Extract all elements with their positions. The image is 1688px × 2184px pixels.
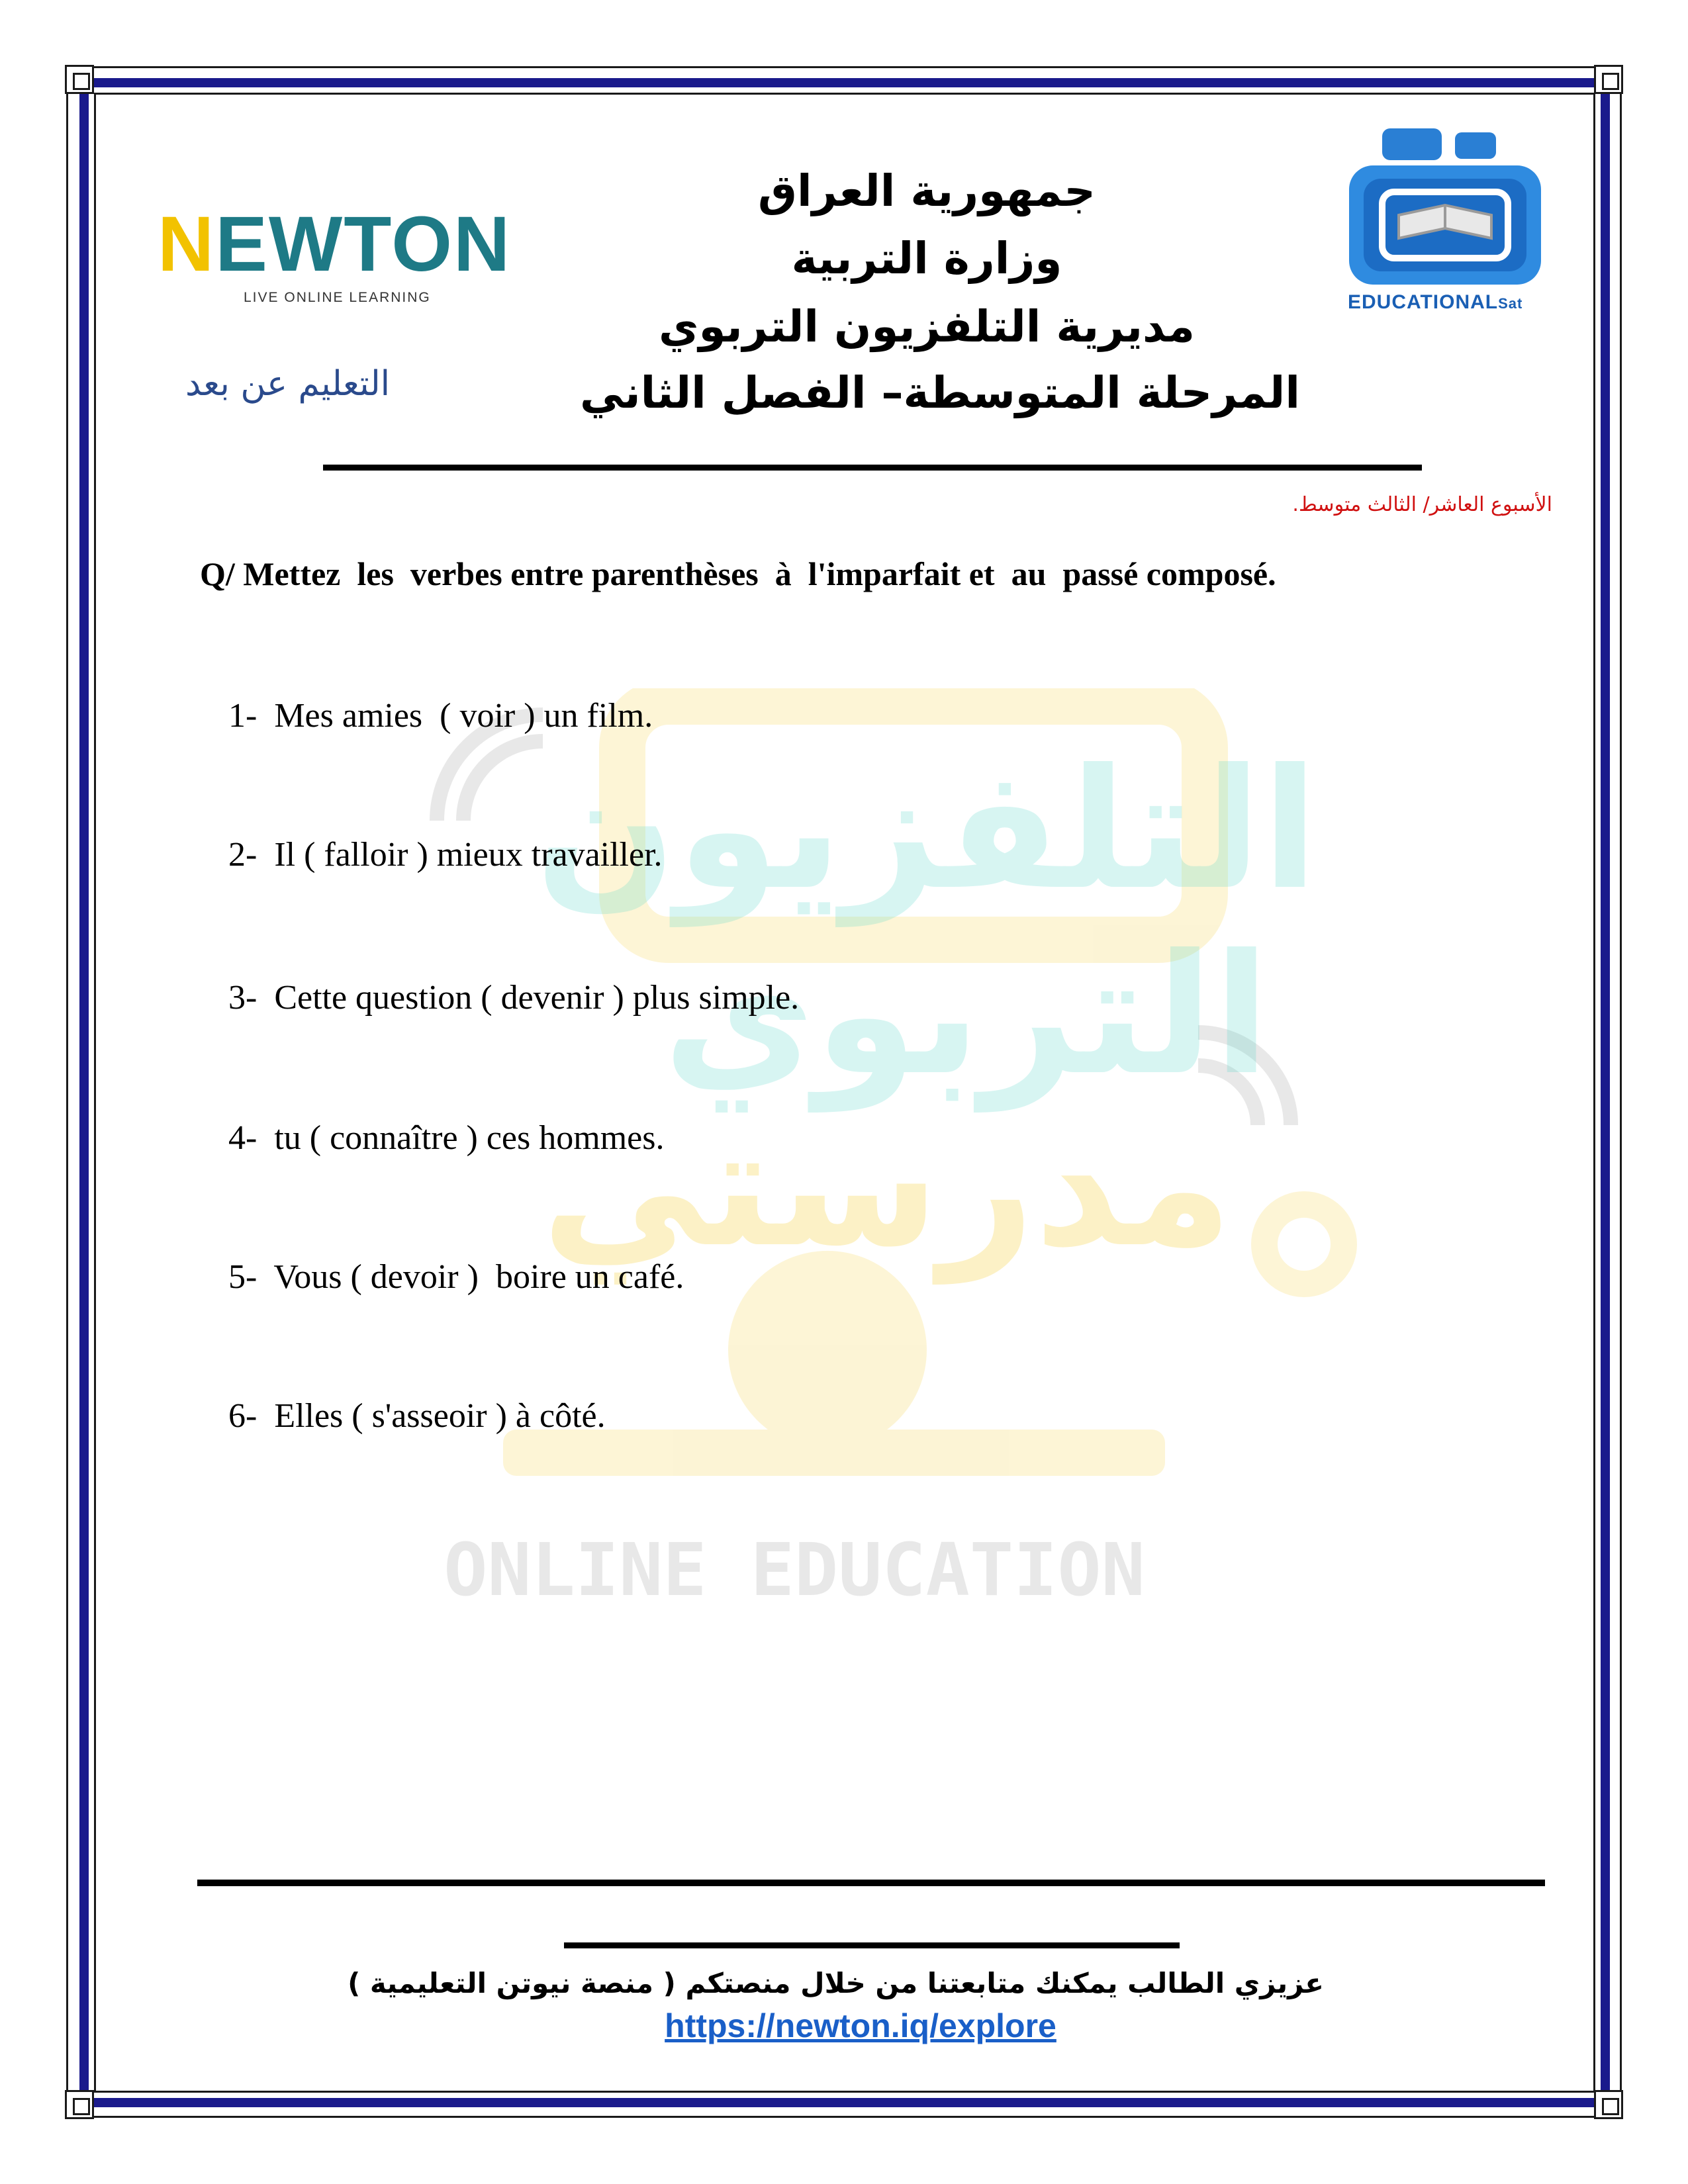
exercise-item-2: 2- Il ( falloir ) mieux travailler. <box>228 836 663 874</box>
newton-logo <box>158 201 515 305</box>
heading-stage-semester: المرحلة المتوسطة– الفصل الثاني <box>580 367 1300 418</box>
heading-ministry: وزارة التربية <box>791 233 1062 284</box>
heading-republic: جمهورية العراق <box>758 165 1096 216</box>
frame-corner-ornament <box>1594 65 1623 94</box>
header-divider <box>323 465 1422 471</box>
heading-directorate: مديرية التلفزيون التربوي <box>659 301 1195 352</box>
remote-learning-label: التعليم عن بعد <box>185 364 391 404</box>
footer-divider-short <box>564 1942 1180 1948</box>
footer-message: عزيزي الطالب يمكنك متابعتنا من خلال منصتكم ( منصة نيوتن التعليمية ) <box>348 1967 1324 1999</box>
educational-sat-main: EDUCATIONAL <box>1348 291 1499 313</box>
educational-sat-logo-icon <box>1342 126 1554 318</box>
watermark-caption: ONLINE EDUCATION <box>444 1527 1145 1612</box>
exercise-item-4: 4- tu ( connaître ) ces hommes. <box>228 1119 665 1157</box>
educational-sat-label <box>1348 291 1523 314</box>
watermark-line1: التلفزيون <box>535 733 1319 926</box>
exercise-item-1: 1- Mes amies ( voir ) un film. <box>228 697 653 735</box>
question-instruction: Q/ Mettez les verbes entre parenthèses à l'imparfait et au passé composé. <box>200 555 1276 592</box>
frame-corner-ornament <box>65 2090 94 2119</box>
footer-divider <box>197 1880 1545 1886</box>
frame-corner-ornament <box>1594 2090 1623 2119</box>
newton-logo-word <box>158 201 512 288</box>
newton-logo-rest: EWTON <box>215 201 512 288</box>
week-label: الأسبوع العاشر/ الثالث متوسط. <box>1292 493 1552 516</box>
watermark-line3: مدرستي <box>541 1091 1233 1283</box>
exercise-item-3: 3- Cette question ( devenir ) plus simple. <box>228 979 800 1017</box>
footer-link[interactable]: https://newton.iq/explore <box>665 2007 1056 2044</box>
newton-logo-initial: N <box>158 201 216 288</box>
exercise-item-5: 5- Vous ( devoir ) boire un café. <box>228 1258 684 1296</box>
frame-corner-ornament <box>65 65 94 94</box>
educational-sat-suffix: Sat <box>1498 295 1523 312</box>
watermark-line2: التربوي <box>663 919 1270 1111</box>
exercise-item-6: 6- Elles ( s'asseoir ) à côté. <box>228 1397 606 1435</box>
newton-logo-tagline: LIVE ONLINE LEARNING <box>244 290 431 305</box>
